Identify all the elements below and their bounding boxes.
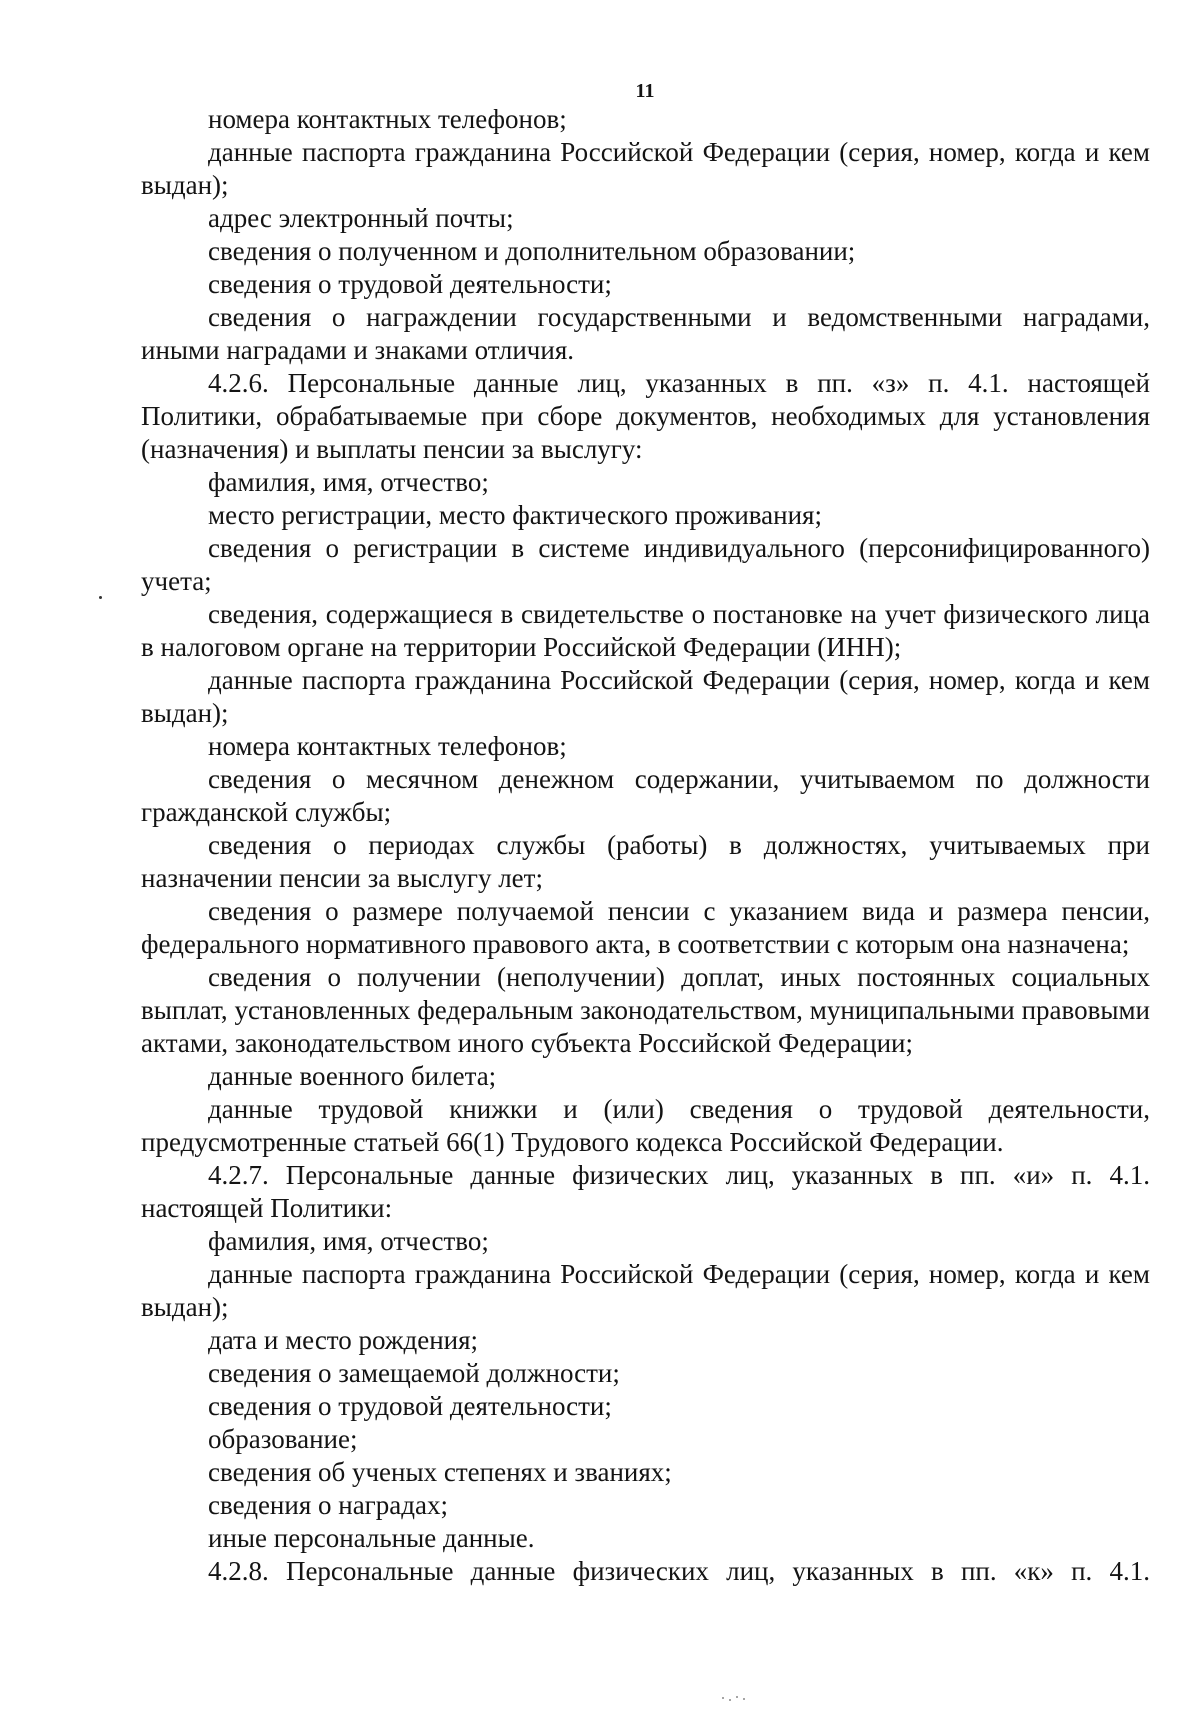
paragraph: данные трудовой книжки и (или) сведения о трудовой деятельности, предусмотренные статьей 66(1) Трудового кодекса Российской Федерации. xyxy=(141,1094,1150,1157)
paragraph: данные военного билета; xyxy=(208,1061,497,1091)
paragraph: сведения о трудовой деятельности; xyxy=(208,1391,612,1421)
paragraph: данные паспорта гражданина Российской Федерации (серия, номер, когда и кем выдан); xyxy=(141,1259,1150,1322)
paragraph: сведения о замещаемой должности; xyxy=(208,1358,620,1388)
paragraph: сведения о полученном и дополнительном образовании; xyxy=(208,236,856,266)
paragraph: адрес электронный почты; xyxy=(208,203,514,233)
paragraph: сведения о периодах службы (работы) в должностях, учитываемых при назначении пенсии за выслугу лет; xyxy=(141,830,1150,893)
scan-specks xyxy=(720,1696,750,1702)
paragraph: сведения о награждении государственными и ведомственными наградами, иными наградами и знаками отличия. xyxy=(141,302,1150,365)
paragraph: фамилия, имя, отчество; xyxy=(208,467,489,497)
paragraph: фамилия, имя, отчество; xyxy=(208,1226,489,1256)
document-body xyxy=(141,103,1150,1588)
page-number: 11 xyxy=(635,80,655,102)
paragraph: сведения о наградах; xyxy=(208,1490,448,1520)
paragraph: номера контактных телефонов; xyxy=(208,731,567,761)
paragraph: сведения, содержащиеся в свидетельстве о постановке на учет физического лица в налоговом органе на территории Российской Федерации (ИНН); xyxy=(141,599,1150,662)
paragraph: образование; xyxy=(208,1424,358,1454)
paragraph: номера контактных телефонов; xyxy=(208,104,567,134)
section-heading-4-2-6: 4.2.6. Персональные данные лиц, указанных в пп. «з» п. 4.1. настоящей Политики, обрабатываемые при сборе документов, необходимых для установления (назначения) и выплаты пенсии за выслугу: xyxy=(141,368,1150,464)
paragraph: иные персональные данные. xyxy=(208,1523,535,1553)
paragraph: сведения о регистрации в системе индивидуального (персонифицированного) учета; xyxy=(141,533,1150,596)
section-heading-4-2-7: 4.2.7. Персональные данные физических лиц, указанных в пп. «и» п. 4.1. настоящей Политики: xyxy=(141,1160,1150,1223)
paragraph: сведения об ученых степенях и званиях; xyxy=(208,1457,672,1487)
paragraph: сведения о трудовой деятельности; xyxy=(208,269,612,299)
paragraph: данные паспорта гражданина Российской Федерации (серия, номер, когда и кем выдан); xyxy=(141,665,1150,728)
paragraph: сведения о размере получаемой пенсии с указанием вида и размера пенсии, федерального нормативного правового акта, в соответствии с которым она назначена; xyxy=(141,896,1150,959)
scan-dot xyxy=(99,596,102,599)
paragraph: данные паспорта гражданина Российской Федерации (серия, номер, когда и кем выдан); xyxy=(141,137,1150,200)
paragraph: сведения о получении (неполучении) доплат, иных постоянных социальных выплат, установленных федеральным законодательством, муниципальными правовыми актами, законодательством иного субъекта Российской Федерации; xyxy=(141,962,1150,1058)
paragraph: дата и место рождения; xyxy=(208,1325,479,1355)
paragraph: место регистрации, место фактического проживания; xyxy=(208,500,822,530)
section-heading-4-2-8: 4.2.8. Персональные данные физических лиц, указанных в пп. «к» п. 4.1. xyxy=(208,1556,1150,1586)
paragraph: сведения о месячном денежном содержании, учитываемом по должности гражданской службы; xyxy=(141,764,1150,827)
